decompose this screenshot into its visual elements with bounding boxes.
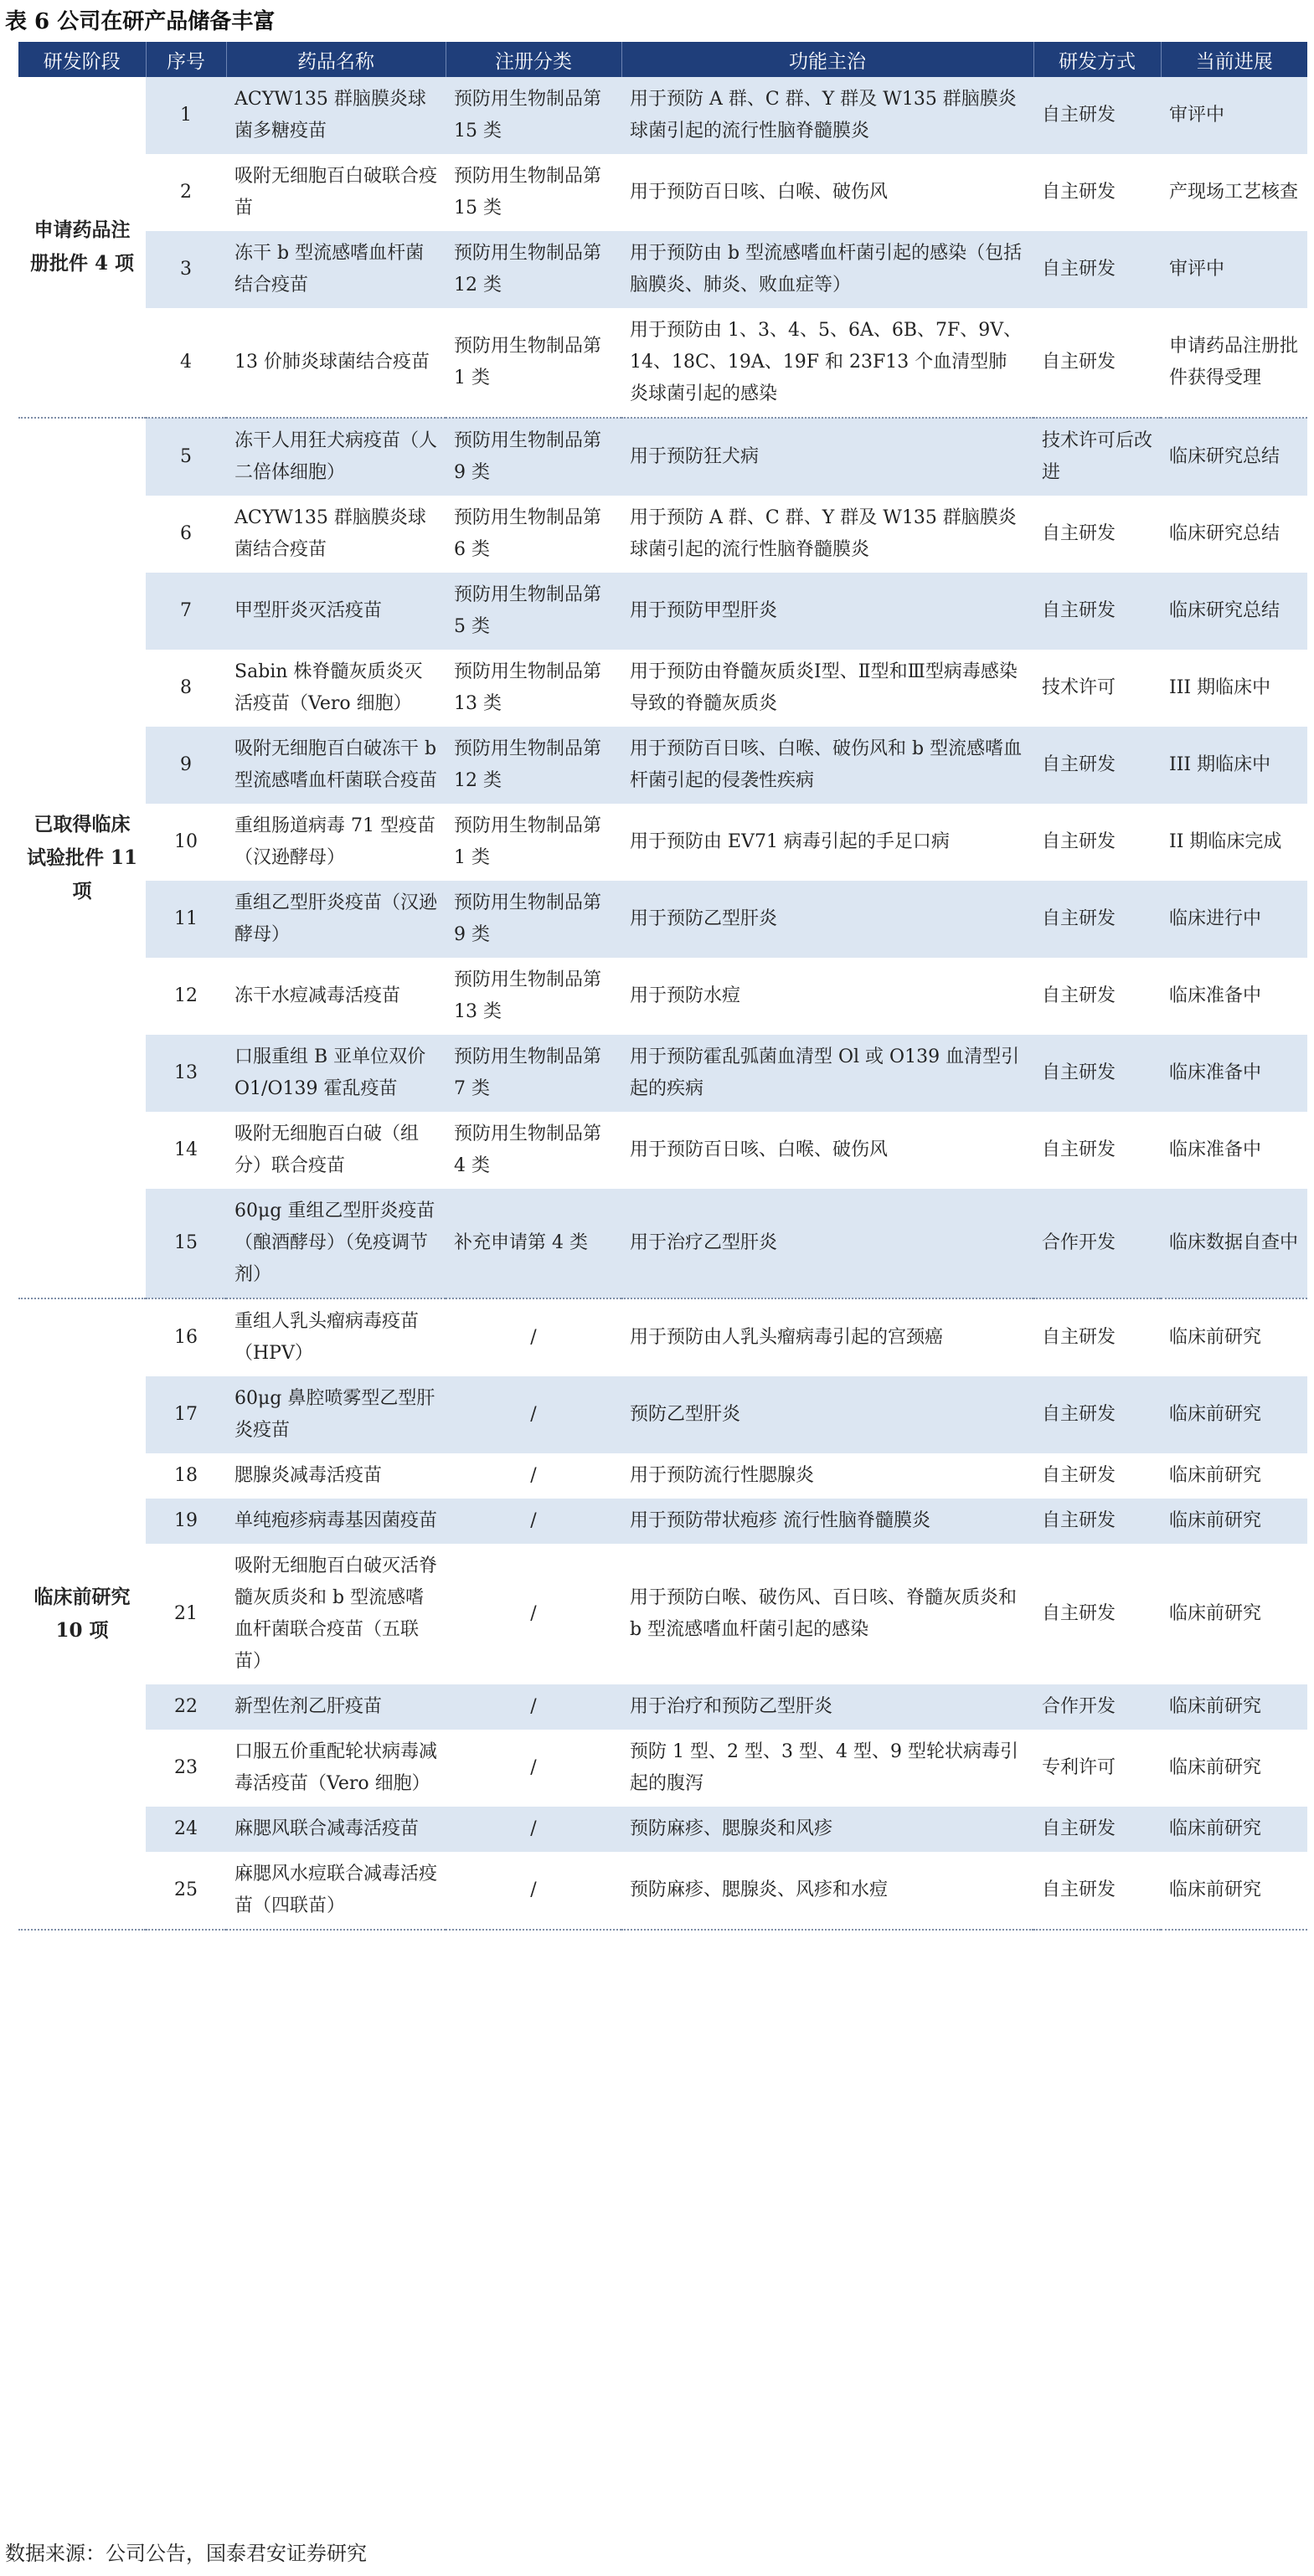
function-cell: 用于预防百日咳、白喉、破伤风 bbox=[621, 1112, 1033, 1189]
function-cell: 用于预防狂犬病 bbox=[621, 418, 1033, 496]
table-row bbox=[18, 418, 1307, 496]
function-cell: 用于预防由 EV71 病毒引起的手足口病 bbox=[621, 804, 1033, 881]
status-cell: 临床研究总结 bbox=[1161, 573, 1307, 650]
status-cell: 临床前研究 bbox=[1161, 1376, 1307, 1453]
drug-name-cell: 冻干人用狂犬病疫苗（人二倍体细胞） bbox=[226, 418, 446, 496]
status-cell: 临床准备中 bbox=[1161, 1112, 1307, 1189]
table-row bbox=[18, 1544, 1307, 1684]
status-cell: III 期临床中 bbox=[1161, 727, 1307, 804]
row-number-cell: 8 bbox=[146, 650, 226, 727]
registration-class-cell: 预防用生物制品第 12 类 bbox=[446, 231, 621, 308]
rd-mode-cell: 自主研发 bbox=[1033, 231, 1161, 308]
registration-class-cell: / bbox=[446, 1544, 621, 1684]
pipeline-table-container bbox=[18, 42, 1307, 1931]
rd-mode-cell: 自主研发 bbox=[1033, 1852, 1161, 1930]
rd-mode-cell: 自主研发 bbox=[1033, 77, 1161, 154]
registration-class-cell: / bbox=[446, 1376, 621, 1453]
registration-class-cell: 预防用生物制品第 12 类 bbox=[446, 727, 621, 804]
table-row bbox=[18, 308, 1307, 418]
registration-class-cell: / bbox=[446, 1499, 621, 1544]
function-cell: 预防麻疹、腮腺炎、风疹和水痘 bbox=[621, 1852, 1033, 1930]
function-cell: 用于治疗和预防乙型肝炎 bbox=[621, 1684, 1033, 1730]
row-number-cell: 24 bbox=[146, 1807, 226, 1852]
registration-class-cell: 预防用生物制品第 15 类 bbox=[446, 77, 621, 154]
status-cell: 审评中 bbox=[1161, 231, 1307, 308]
table-row bbox=[18, 1499, 1307, 1544]
stage-cell: 申请药品注册批件 4 项 bbox=[18, 77, 146, 418]
table-row bbox=[18, 1730, 1307, 1807]
row-number-cell: 9 bbox=[146, 727, 226, 804]
row-number-cell: 19 bbox=[146, 1499, 226, 1544]
drug-name-cell: ACYW135 群脑膜炎球菌结合疫苗 bbox=[226, 496, 446, 573]
drug-name-cell: 60μg 重组乙型肝炎疫苗（酿酒酵母）（免疫调节剂） bbox=[226, 1189, 446, 1298]
registration-class-cell: / bbox=[446, 1807, 621, 1852]
row-number-cell: 15 bbox=[146, 1189, 226, 1298]
function-cell: 用于预防带状疱疹 流行性脑脊髓膜炎 bbox=[621, 1499, 1033, 1544]
function-cell: 用于治疗乙型肝炎 bbox=[621, 1189, 1033, 1298]
table-row bbox=[18, 1112, 1307, 1189]
status-cell: 临床前研究 bbox=[1161, 1298, 1307, 1376]
rd-mode-cell: 自主研发 bbox=[1033, 1544, 1161, 1684]
drug-name-cell: 重组乙型肝炎疫苗（汉逊酵母） bbox=[226, 881, 446, 958]
drug-name-cell: 吸附无细胞百白破冻干 b 型流感嗜血杆菌联合疫苗 bbox=[226, 727, 446, 804]
row-number-cell: 1 bbox=[146, 77, 226, 154]
table-row bbox=[18, 154, 1307, 231]
function-cell: 用于预防由 b 型流感嗜血杆菌引起的感染（包括脑膜炎、肺炎、败血症等） bbox=[621, 231, 1033, 308]
status-cell: 临床准备中 bbox=[1161, 958, 1307, 1035]
drug-name-cell: 麻腮风联合减毒活疫苗 bbox=[226, 1807, 446, 1852]
row-number-cell: 7 bbox=[146, 573, 226, 650]
table-row bbox=[18, 1189, 1307, 1298]
row-number-cell: 3 bbox=[146, 231, 226, 308]
status-cell: 临床前研究 bbox=[1161, 1544, 1307, 1684]
row-number-cell: 12 bbox=[146, 958, 226, 1035]
status-cell: 临床数据自查中 bbox=[1161, 1189, 1307, 1298]
row-number-cell: 13 bbox=[146, 1035, 226, 1112]
rd-mode-cell: 技术许可后改进 bbox=[1033, 418, 1161, 496]
status-cell: 临床前研究 bbox=[1161, 1453, 1307, 1499]
pipeline-table bbox=[18, 42, 1307, 1931]
rd-mode-cell: 自主研发 bbox=[1033, 1453, 1161, 1499]
drug-name-cell: 腮腺炎减毒活疫苗 bbox=[226, 1453, 446, 1499]
drug-name-cell: ACYW135 群脑膜炎球菌多糖疫苗 bbox=[226, 77, 446, 154]
table-row bbox=[18, 1684, 1307, 1730]
row-number-cell: 21 bbox=[146, 1544, 226, 1684]
status-cell: 临床前研究 bbox=[1161, 1807, 1307, 1852]
registration-class-cell: 补充申请第 4 类 bbox=[446, 1189, 621, 1298]
rd-mode-cell: 自主研发 bbox=[1033, 308, 1161, 418]
drug-name-cell: 口服重组 B 亚单位双价 O1/O139 霍乱疫苗 bbox=[226, 1035, 446, 1112]
function-cell: 用于预防 A 群、C 群、Y 群及 W135 群脑膜炎球菌引起的流行性脑脊髓膜炎 bbox=[621, 496, 1033, 573]
row-number-cell: 11 bbox=[146, 881, 226, 958]
rd-mode-cell: 自主研发 bbox=[1033, 573, 1161, 650]
rd-mode-cell: 自主研发 bbox=[1033, 496, 1161, 573]
header-rd-mode: 研发方式 bbox=[1033, 42, 1161, 77]
status-cell: 临床前研究 bbox=[1161, 1499, 1307, 1544]
drug-name-cell: 13 价肺炎球菌结合疫苗 bbox=[226, 308, 446, 418]
registration-class-cell: 预防用生物制品第 7 类 bbox=[446, 1035, 621, 1112]
drug-name-cell: 吸附无细胞百白破（组分）联合疫苗 bbox=[226, 1112, 446, 1189]
status-cell: 临床前研究 bbox=[1161, 1852, 1307, 1930]
row-number-cell: 22 bbox=[146, 1684, 226, 1730]
rd-mode-cell: 合作开发 bbox=[1033, 1684, 1161, 1730]
registration-class-cell: 预防用生物制品第 13 类 bbox=[446, 958, 621, 1035]
registration-class-cell: 预防用生物制品第 15 类 bbox=[446, 154, 621, 231]
table-row bbox=[18, 804, 1307, 881]
status-cell: III 期临床中 bbox=[1161, 650, 1307, 727]
row-number-cell: 5 bbox=[146, 418, 226, 496]
registration-class-cell: 预防用生物制品第 9 类 bbox=[446, 881, 621, 958]
row-number-cell: 23 bbox=[146, 1730, 226, 1807]
table-row bbox=[18, 573, 1307, 650]
table-row bbox=[18, 1453, 1307, 1499]
status-cell: 临床研究总结 bbox=[1161, 418, 1307, 496]
row-number-cell: 25 bbox=[146, 1852, 226, 1930]
function-cell: 用于预防由脊髓灰质炎Ⅰ型、Ⅱ型和Ⅲ型病毒感染导致的脊髓灰质炎 bbox=[621, 650, 1033, 727]
function-cell: 预防 1 型、2 型、3 型、4 型、9 型轮状病毒引起的腹泻 bbox=[621, 1730, 1033, 1807]
row-number-cell: 6 bbox=[146, 496, 226, 573]
rd-mode-cell: 自主研发 bbox=[1033, 1376, 1161, 1453]
function-cell: 用于预防水痘 bbox=[621, 958, 1033, 1035]
table-row bbox=[18, 77, 1307, 154]
table-row bbox=[18, 1298, 1307, 1376]
function-cell: 预防麻疹、腮腺炎和风疹 bbox=[621, 1807, 1033, 1852]
function-cell: 用于预防白喉、破伤风、百日咳、脊髓灰质炎和 b 型流感嗜血杆菌引起的感染 bbox=[621, 1544, 1033, 1684]
header-registration-class: 注册分类 bbox=[446, 42, 621, 77]
table-row bbox=[18, 1376, 1307, 1453]
drug-name-cell: 单纯疱疹病毒基因菌疫苗 bbox=[226, 1499, 446, 1544]
drug-name-cell: 重组肠道病毒 71 型疫苗（汉逊酵母） bbox=[226, 804, 446, 881]
registration-class-cell: 预防用生物制品第 9 类 bbox=[446, 418, 621, 496]
rd-mode-cell: 自主研发 bbox=[1033, 154, 1161, 231]
rd-mode-cell: 合作开发 bbox=[1033, 1189, 1161, 1298]
registration-class-cell: / bbox=[446, 1684, 621, 1730]
rd-mode-cell: 自主研发 bbox=[1033, 804, 1161, 881]
table-body bbox=[18, 77, 1307, 1930]
drug-name-cell: 口服五价重配轮状病毒减毒活疫苗（Vero 细胞） bbox=[226, 1730, 446, 1807]
function-cell: 用于预防 A 群、C 群、Y 群及 W135 群脑膜炎球菌引起的流行性脑脊髓膜炎 bbox=[621, 77, 1033, 154]
status-cell: 申请药品注册批件获得受理 bbox=[1161, 308, 1307, 418]
registration-class-cell: 预防用生物制品第 1 类 bbox=[446, 804, 621, 881]
status-cell: 临床前研究 bbox=[1161, 1684, 1307, 1730]
table-row bbox=[18, 1807, 1307, 1852]
header-drug-name: 药品名称 bbox=[226, 42, 446, 77]
drug-name-cell: 吸附无细胞百白破联合疫苗 bbox=[226, 154, 446, 231]
status-cell: 临床进行中 bbox=[1161, 881, 1307, 958]
row-number-cell: 4 bbox=[146, 308, 226, 418]
function-cell: 用于预防百日咳、白喉、破伤风和 b 型流感嗜血杆菌引起的侵袭性疾病 bbox=[621, 727, 1033, 804]
drug-name-cell: 冻干 b 型流感嗜血杆菌结合疫苗 bbox=[226, 231, 446, 308]
rd-mode-cell: 自主研发 bbox=[1033, 1499, 1161, 1544]
table-row bbox=[18, 958, 1307, 1035]
rd-mode-cell: 自主研发 bbox=[1033, 1112, 1161, 1189]
rd-mode-cell: 自主研发 bbox=[1033, 1298, 1161, 1376]
status-cell: 审评中 bbox=[1161, 77, 1307, 154]
registration-class-cell: / bbox=[446, 1453, 621, 1499]
drug-name-cell: 麻腮风水痘联合减毒活疫苗（四联苗） bbox=[226, 1852, 446, 1930]
function-cell: 用于预防百日咳、白喉、破伤风 bbox=[621, 154, 1033, 231]
row-number-cell: 14 bbox=[146, 1112, 226, 1189]
drug-name-cell: 重组人乳头瘤病毒疫苗（HPV） bbox=[226, 1298, 446, 1376]
stage-cell: 临床前研究 10 项 bbox=[18, 1298, 146, 1930]
drug-name-cell: 60μg 鼻腔喷雾型乙型肝炎疫苗 bbox=[226, 1376, 446, 1453]
stage-cell: 已取得临床试验批件 11 项 bbox=[18, 418, 146, 1298]
status-cell: 临床前研究 bbox=[1161, 1730, 1307, 1807]
function-cell: 用于预防流行性腮腺炎 bbox=[621, 1453, 1033, 1499]
registration-class-cell: 预防用生物制品第 13 类 bbox=[446, 650, 621, 727]
header-status: 当前进展 bbox=[1161, 42, 1307, 77]
table-row bbox=[18, 650, 1307, 727]
header-stage: 研发阶段 bbox=[18, 42, 146, 77]
registration-class-cell: / bbox=[446, 1298, 621, 1376]
function-cell: 用于预防甲型肝炎 bbox=[621, 573, 1033, 650]
rd-mode-cell: 自主研发 bbox=[1033, 1035, 1161, 1112]
rd-mode-cell: 自主研发 bbox=[1033, 727, 1161, 804]
row-number-cell: 18 bbox=[146, 1453, 226, 1499]
registration-class-cell: / bbox=[446, 1852, 621, 1930]
table-row bbox=[18, 1035, 1307, 1112]
drug-name-cell: Sabin 株脊髓灰质炎灭活疫苗（Vero 细胞） bbox=[226, 650, 446, 727]
header-no: 序号 bbox=[146, 42, 226, 77]
drug-name-cell: 甲型肝炎灭活疫苗 bbox=[226, 573, 446, 650]
registration-class-cell: 预防用生物制品第 5 类 bbox=[446, 573, 621, 650]
table-row bbox=[18, 231, 1307, 308]
registration-class-cell: 预防用生物制品第 4 类 bbox=[446, 1112, 621, 1189]
rd-mode-cell: 专利许可 bbox=[1033, 1730, 1161, 1807]
table-row bbox=[18, 727, 1307, 804]
table-row bbox=[18, 496, 1307, 573]
header-row bbox=[18, 42, 1307, 77]
registration-class-cell: 预防用生物制品第 6 类 bbox=[446, 496, 621, 573]
status-cell: II 期临床完成 bbox=[1161, 804, 1307, 881]
rd-mode-cell: 自主研发 bbox=[1033, 881, 1161, 958]
row-number-cell: 2 bbox=[146, 154, 226, 231]
rd-mode-cell: 自主研发 bbox=[1033, 958, 1161, 1035]
status-cell: 产现场工艺核查 bbox=[1161, 154, 1307, 231]
row-number-cell: 17 bbox=[146, 1376, 226, 1453]
row-number-cell: 16 bbox=[146, 1298, 226, 1376]
function-cell: 用于预防由人乳头瘤病毒引起的宫颈癌 bbox=[621, 1298, 1033, 1376]
rd-mode-cell: 技术许可 bbox=[1033, 650, 1161, 727]
drug-name-cell: 吸附无细胞百白破灭活脊髓灰质炎和 b 型流感嗜血杆菌联合疫苗（五联苗） bbox=[226, 1544, 446, 1684]
source-note: 数据来源：公司公告，国泰君安证券研究 bbox=[5, 2542, 367, 2565]
status-cell: 临床准备中 bbox=[1161, 1035, 1307, 1112]
function-cell: 用于预防乙型肝炎 bbox=[621, 881, 1033, 958]
header-function: 功能主治 bbox=[621, 42, 1033, 77]
function-cell: 用于预防霍乱弧菌血清型 Ol 或 O139 血清型引起的疾病 bbox=[621, 1035, 1033, 1112]
table-title: 表 6 公司在研产品储备丰富 bbox=[5, 9, 276, 34]
status-cell: 临床研究总结 bbox=[1161, 496, 1307, 573]
function-cell: 用于预防由 1、3、4、5、6A、6B、7F、9V、14、18C、19A、19F 和 23F13 个血清型肺炎球菌引起的感染 bbox=[621, 308, 1033, 418]
row-number-cell: 10 bbox=[146, 804, 226, 881]
registration-class-cell: 预防用生物制品第 1 类 bbox=[446, 308, 621, 418]
drug-name-cell: 冻干水痘减毒活疫苗 bbox=[226, 958, 446, 1035]
drug-name-cell: 新型佐剂乙肝疫苗 bbox=[226, 1684, 446, 1730]
function-cell: 预防乙型肝炎 bbox=[621, 1376, 1033, 1453]
table-row bbox=[18, 1852, 1307, 1930]
registration-class-cell: / bbox=[446, 1730, 621, 1807]
rd-mode-cell: 自主研发 bbox=[1033, 1807, 1161, 1852]
table-row bbox=[18, 881, 1307, 958]
